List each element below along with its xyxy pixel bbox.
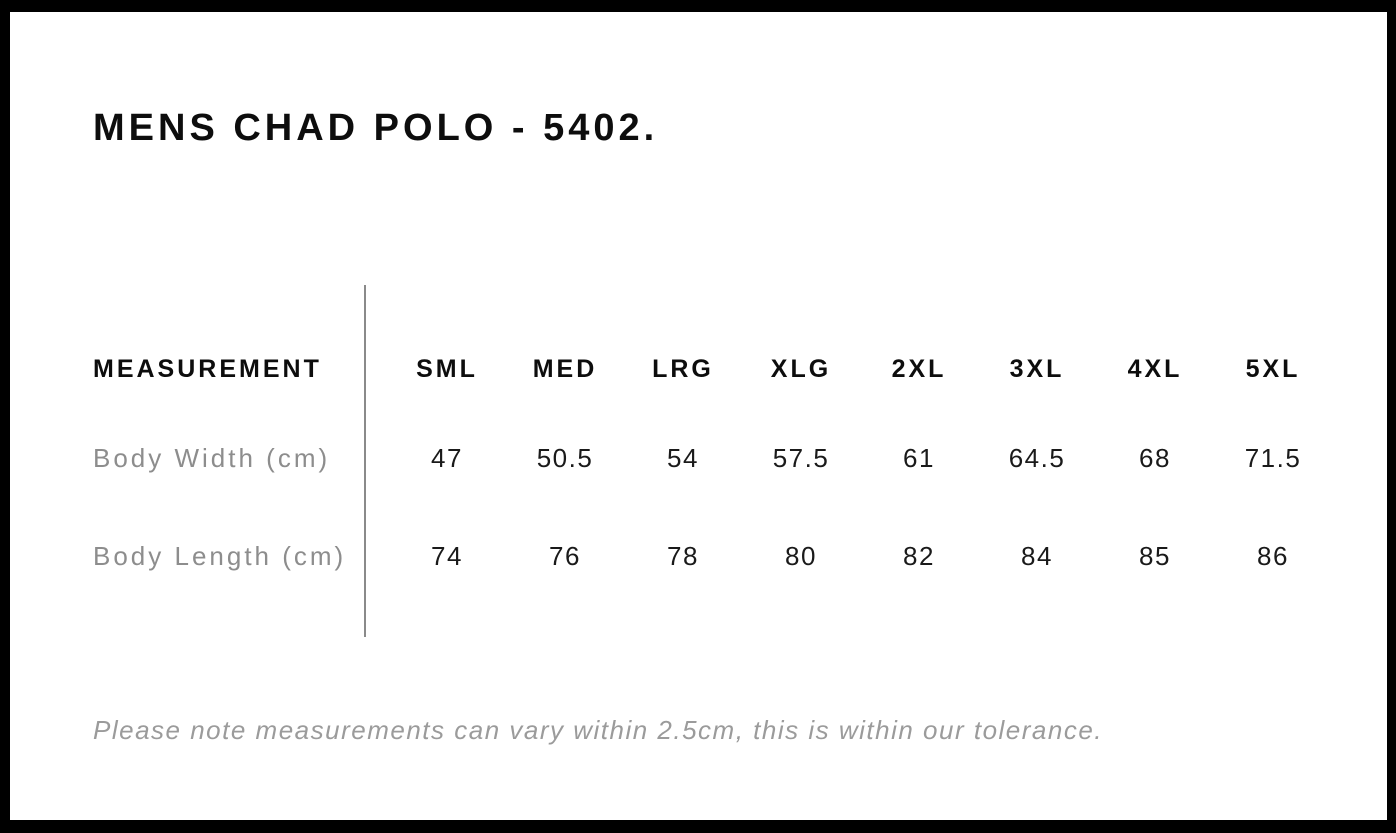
measurement-value: 74 — [431, 541, 463, 571]
measurement-value: 80 — [785, 541, 817, 571]
table-row-body-width — [93, 443, 1332, 474]
measurement-value: 82 — [903, 541, 935, 571]
measurement-column-header: MEASUREMENT — [93, 355, 322, 383]
table-row-body-length — [93, 541, 1332, 572]
measurement-value: 47 — [431, 443, 463, 473]
size-column-header-med: MED — [532, 355, 598, 383]
page-title: MENS CHAD POLO - 5402. — [93, 107, 659, 149]
measurement-value: 64.5 — [1008, 443, 1066, 473]
size-column-header-sml: SML — [416, 355, 478, 383]
measurement-value: 68 — [1139, 443, 1171, 473]
size-column-header-lrg: LRG — [652, 355, 714, 383]
size-column-header-xlg: XLG — [770, 355, 832, 383]
measurement-value: 71.5 — [1244, 443, 1302, 473]
measurement-value: 61 — [903, 443, 935, 473]
measurement-value: 84 — [1021, 541, 1053, 571]
tolerance-note: Please note measurements can vary within 2.5cm, this is within our tolerance. — [93, 715, 1104, 745]
size-table-header-row — [93, 355, 1332, 384]
measurement-value: 57.5 — [772, 443, 830, 473]
size-column-header-3xl: 3XL — [1009, 355, 1065, 383]
size-column-header-5xl: 5XL — [1245, 355, 1301, 383]
size-column-header-2xl: 2XL — [891, 355, 947, 383]
size-column-header-4xl: 4XL — [1127, 355, 1183, 383]
row-label-body-length: Body Length (cm) — [93, 541, 347, 571]
measurement-value: 78 — [667, 541, 699, 571]
measurement-value: 85 — [1139, 541, 1171, 571]
row-label-body-width: Body Width (cm) — [93, 443, 331, 473]
measurement-value: 76 — [549, 541, 581, 571]
measurement-value: 54 — [667, 443, 699, 473]
measurement-value: 86 — [1257, 541, 1289, 571]
measurement-value: 50.5 — [536, 443, 594, 473]
